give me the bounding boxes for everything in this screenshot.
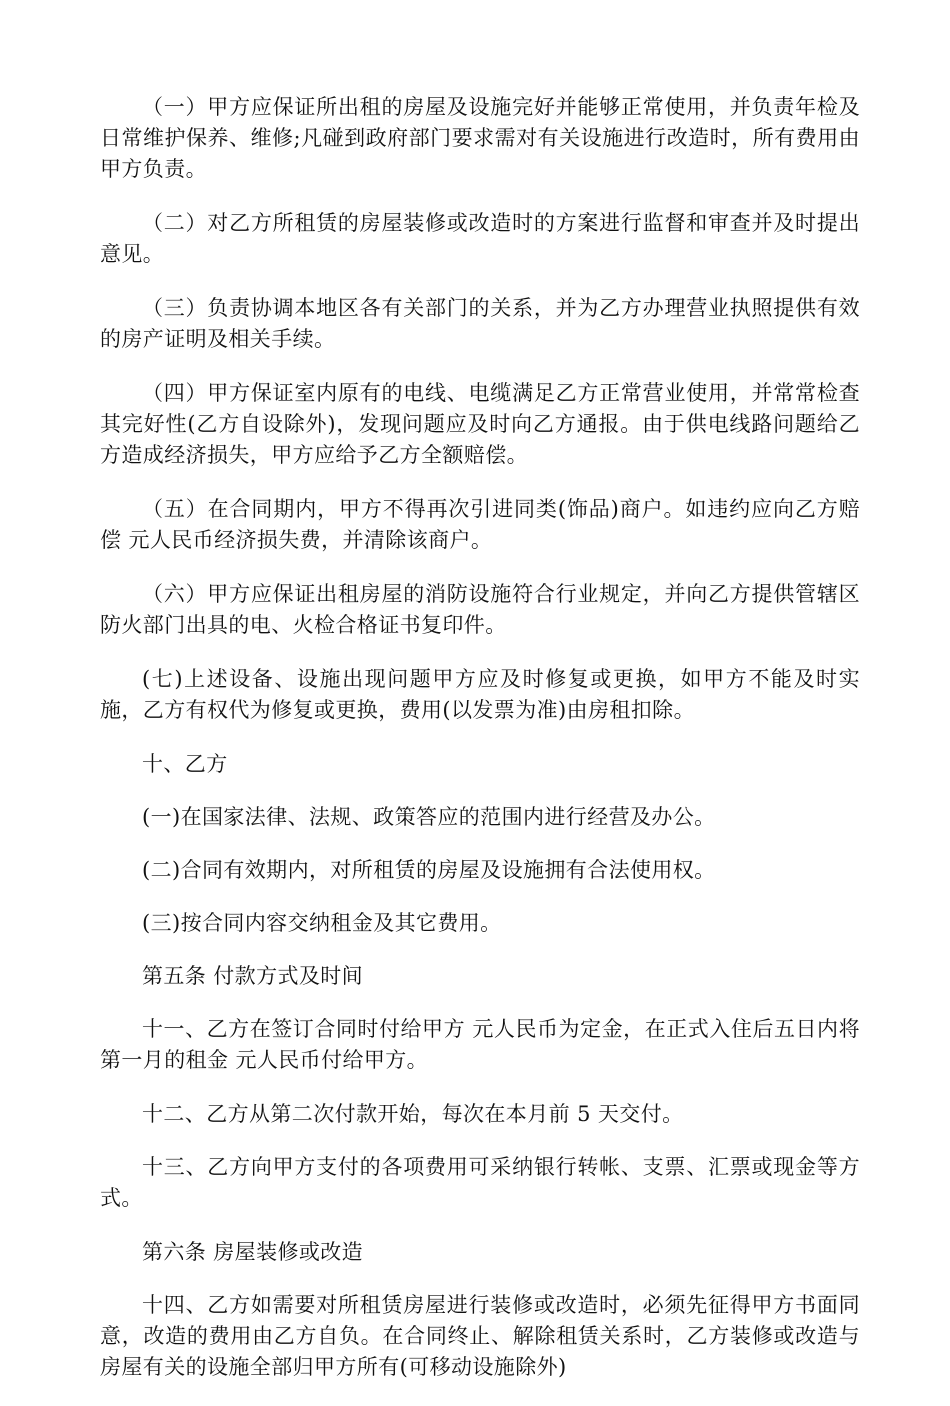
paragraph-landlord-duty-7: (七)上述设备、设施出现问题甲方应及时修复或更换，如甲方不能及时实施，乙方有权代为修复或更换，费用(以发票为准)由房租扣除。 [100, 667, 860, 722]
document-page [100, 92, 860, 1406]
paragraph-payment-deposit: 十一、乙方在签订合同时付给甲方 元人民币为定金，在正式入住后五日内将第一月的租金 元人民币付给甲方。 [100, 1017, 860, 1072]
paragraph-tenant-right-3: (三)按合同内容交纳租金及其它费用。 [142, 911, 502, 935]
paragraph-renovation-terms: 十四、乙方如需要对所租赁房屋进行装修或改造时，必须先征得甲方书面同意，改造的费用由乙方自负。在合同终止、解除租赁关系时，乙方装修或改造与房屋有关的设施全部归甲方所有(可移动设施除外) [100, 1293, 860, 1379]
paragraph-payment-schedule: 十二、乙方从第二次付款开始，每次在本月前 5 天交付。 [142, 1102, 684, 1126]
article-heading-renovation: 第六条 房屋装修或改造 [142, 1240, 364, 1264]
paragraph-tenant-right-1: (一)在国家法律、法规、政策答应的范围内进行经营及办公。 [142, 805, 716, 829]
paragraph-landlord-duty-5: （五）在合同期内，甲方不得再次引进同类(饰品)商户。如违约应向乙方赔偿 元人民币经济损失费，并清除该商户。 [100, 497, 860, 552]
paragraph-payment-methods: 十三、乙方向甲方支付的各项费用可采纳银行转帐、支票、汇票或现金等方式。 [100, 1155, 860, 1210]
section-heading-tenant: 十、乙方 [142, 752, 228, 776]
paragraph-landlord-duty-4: （四）甲方保证室内原有的电线、电缆满足乙方正常营业使用，并常常检查其完好性(乙方自设除外)，发现问题应及时向乙方通报。由于供电线路问题给乙方造成经济损失，甲方应给予乙方全额赔偿。 [100, 381, 860, 467]
paragraph-landlord-duty-3: （三）负责协调本地区各有关部门的关系，并为乙方办理营业执照提供有效的房产证明及相关手续。 [100, 296, 860, 351]
paragraph-landlord-duty-2: （二）对乙方所租赁的房屋装修或改造时的方案进行监督和审查并及时提出意见。 [100, 211, 860, 266]
article-heading-payment: 第五条 付款方式及时间 [142, 964, 364, 988]
paragraph-tenant-right-2: (二)合同有效期内，对所租赁的房屋及设施拥有合法使用权。 [142, 858, 716, 882]
paragraph-landlord-duty-1: （一）甲方应保证所出租的房屋及设施完好并能够正常使用，并负责年检及日常维护保养、维修;凡碰到政府部门要求需对有关设施进行改造时，所有费用由甲方负责。 [100, 95, 860, 181]
paragraph-landlord-duty-6: （六）甲方应保证出租房屋的消防设施符合行业规定，并向乙方提供管辖区防火部门出具的电、火检合格证书复印件。 [100, 582, 860, 637]
